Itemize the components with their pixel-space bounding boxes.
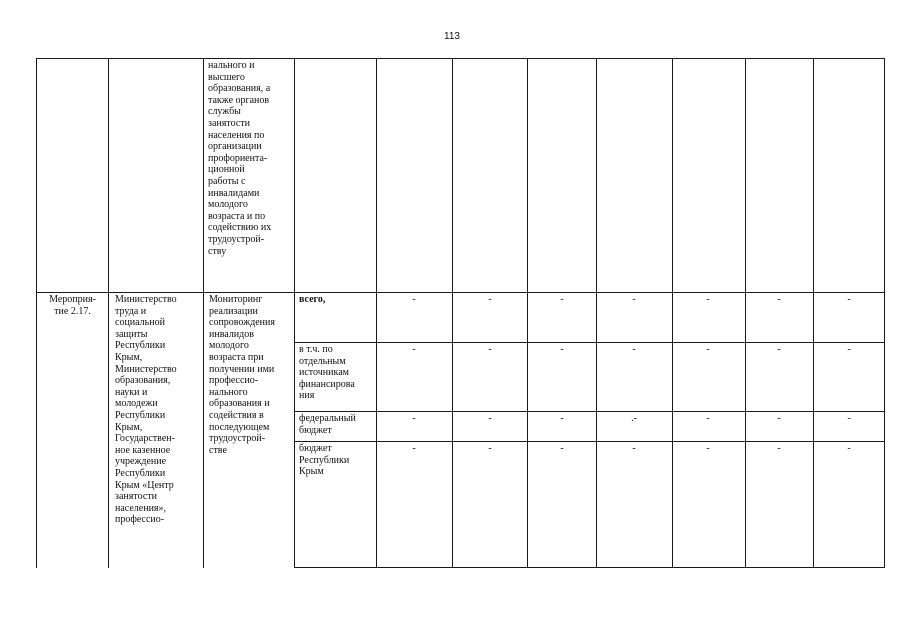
source-label-federal: федеральный бюджет (299, 413, 356, 436)
column-divider (527, 58, 528, 568)
column-divider (203, 58, 204, 568)
value-cell: - (560, 413, 564, 424)
measure-description-cell: Мониторинг реализации сопровождения инвалидов молодого возраста при получении ими профессио- нального образования и содействия в последующем трудоустрой- стве (209, 294, 275, 456)
source-label-crimea: бюджет Республики Крым (299, 443, 350, 478)
value-cell: - (777, 344, 781, 355)
value-cell: - (488, 443, 492, 454)
column-divider (596, 58, 597, 568)
table-bottom-border (294, 567, 885, 568)
value-cell: - (706, 443, 710, 454)
value-cell: - (847, 443, 851, 454)
value-cell: - (488, 344, 492, 355)
value-cell: - (847, 413, 851, 424)
source-divider (294, 441, 885, 442)
value-cell: - (560, 294, 564, 305)
value-cell: - (632, 294, 636, 305)
row-divider (36, 292, 885, 293)
value-cell: - (777, 443, 781, 454)
value-cell: - (412, 294, 416, 305)
value-cell: - (847, 344, 851, 355)
column-divider (108, 58, 109, 568)
value-cell: - (412, 344, 416, 355)
measure-number-cell: Мероприя- тие 2.17. (49, 294, 96, 317)
value-cell: - (412, 413, 416, 424)
value-cell: - (488, 413, 492, 424)
source-divider (294, 342, 885, 343)
column-divider (672, 58, 673, 568)
column-divider (745, 58, 746, 568)
column-divider (813, 58, 814, 568)
value-cell: .- (631, 413, 637, 424)
value-cell: - (632, 344, 636, 355)
column-divider (376, 58, 377, 568)
page-number: 113 (444, 31, 460, 42)
value-cell: - (560, 443, 564, 454)
value-cell: - (706, 294, 710, 305)
source-label-breakdown: в т.ч. по отдельным источникам финансирова ния (299, 344, 355, 402)
value-cell: - (560, 344, 564, 355)
value-cell: - (706, 344, 710, 355)
value-cell: - (412, 443, 416, 454)
source-divider (294, 411, 885, 412)
column-divider (294, 58, 295, 568)
column-divider (452, 58, 453, 568)
source-label-total: всего, (299, 294, 326, 305)
value-cell: - (777, 294, 781, 305)
value-cell: - (488, 294, 492, 305)
table-right-border (884, 58, 885, 568)
value-cell: - (777, 413, 781, 424)
value-cell: - (632, 443, 636, 454)
upper-description-cell: нального и высшего образования, а также органов службы занятости населения по организации профориента- ционной работы с инвалидами молодого возраста и по содействию их трудоустрой- ству (208, 60, 272, 257)
value-cell: - (706, 413, 710, 424)
table-top-border (36, 58, 885, 59)
value-cell: - (847, 294, 851, 305)
executors-cell: Министерство труда и социальной защиты Республики Крым, Министерство образования, науки и молодежи Республики Крым, Государствен- ное казенное учреждение Республики Крым «Центр занятости населения», профессио- (115, 294, 177, 526)
